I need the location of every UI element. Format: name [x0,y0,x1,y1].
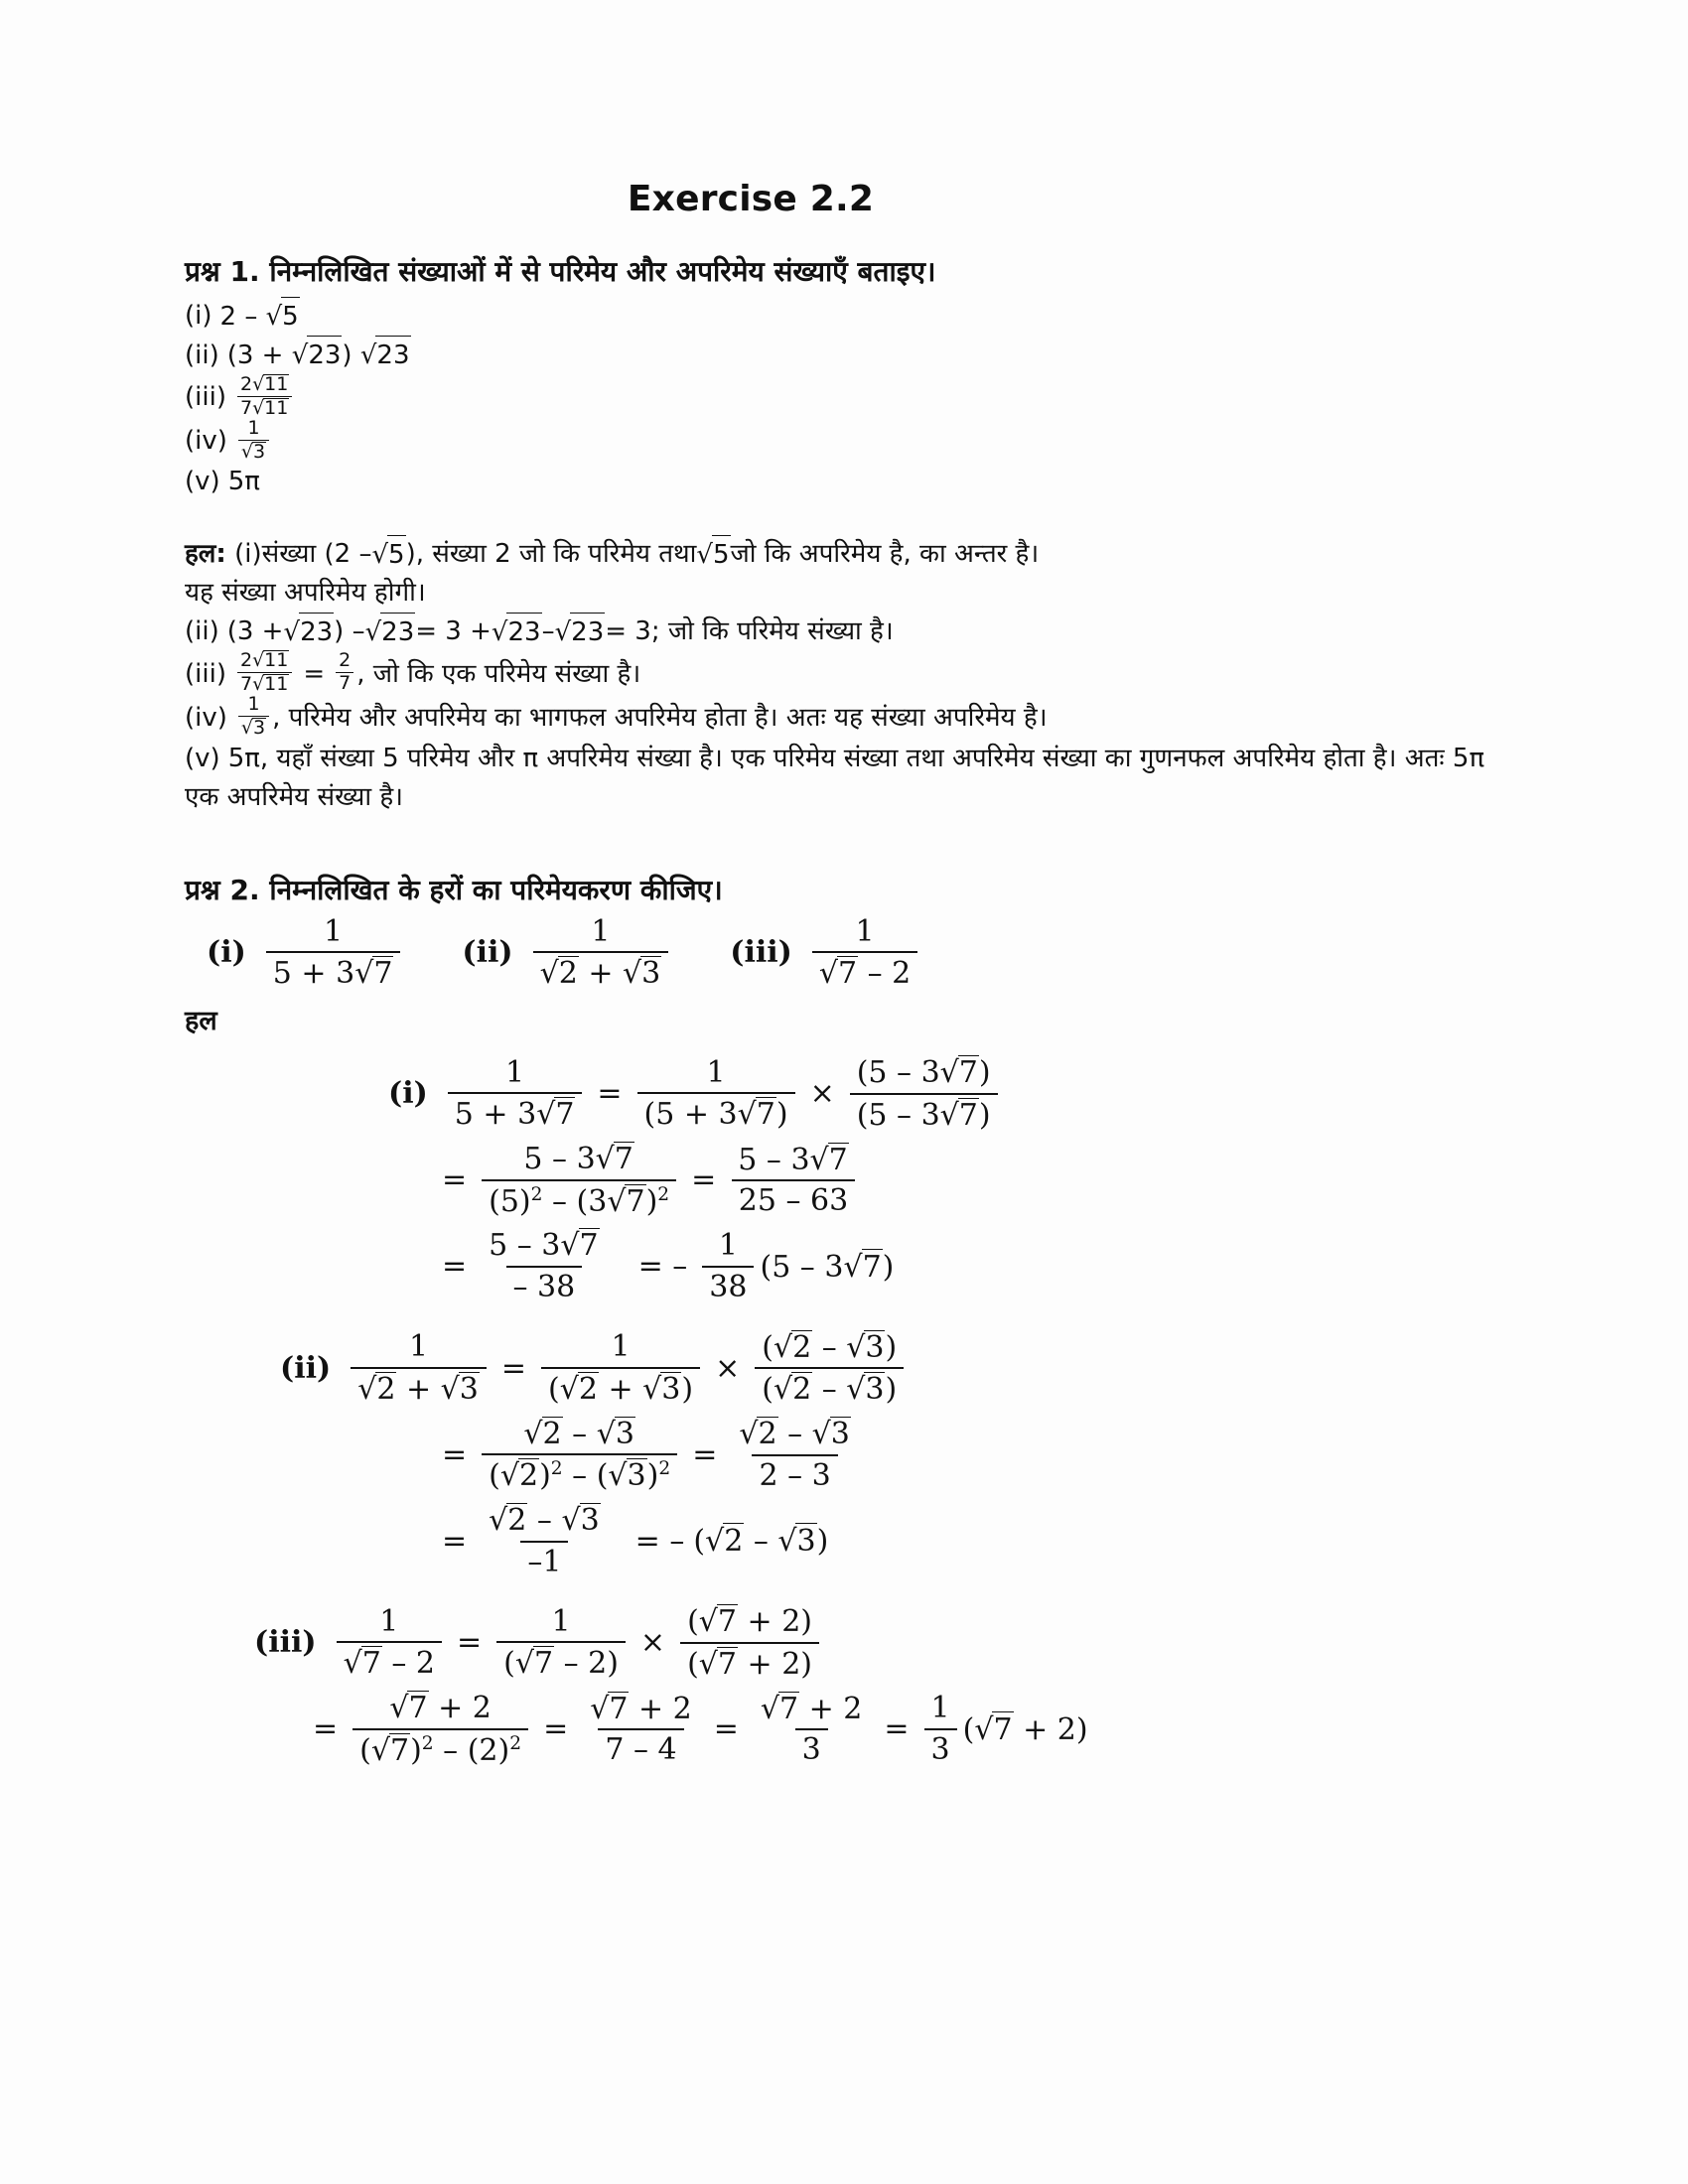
solution-label: हल: [185,539,226,570]
q1-solution-iv-frac: $\frac{1}{√3}$ [238,695,269,739]
q2-solution-ii-marker: (ii) [280,1350,332,1386]
q1-solution-ii-marker: (ii) [185,616,219,647]
q2-solution-i-marker: (i) [388,1076,428,1112]
q2-sol-iii-tail: (√7 + 2) [962,1711,1088,1747]
q1-solution-iv-marker: (iv) [185,702,227,733]
q2-sol-iii-m2: $\frac{(√7 + 2)}{(√7 + 2)}$ [680,1604,819,1681]
q1-item-iii-marker: (iii) [185,381,226,412]
q1-solution-iii-frac-left: $\frac{2√11}{7√11}$ [237,650,292,695]
q1-item-v-expr: 5π [227,467,260,497]
q2-sol-i-f1: $\frac{5 - 3√7}{(5)^2 - (3√7)^2}$ [482,1142,676,1218]
q2-sol-ii-lhs: $\frac{1}{√2 + √3}$ [351,1330,487,1406]
q2-solution-ii-line-3: = $\frac{√2 - √3}{-1}$ = – (√2 – √3) [442,1502,829,1579]
q2-solution-iii-line-2: = $\frac{√7 + 2}{(√7)^2 - (2)^2}$ = $\frac{√7 + 2}{7 - 4}$ = $\frac{√7 + 2}{3}$ = $\frac{1}{3}$ (√7 + 2) [313,1691,1088,1768]
question-2-heading: प्रश्न 2. निम्नलिखित के हरों का परिमेयकरण कीजिए। [185,874,723,907]
q2-solution-iii-line-1: (iii) $\frac{1}{√7 - 2}$ = $\frac{1}{(√7 - 2)}$ × $\frac{(√7 + 2)}{(√7 + 2)}$ [254,1604,1505,1681]
q1-item-iii [185,372,1505,420]
q1-item-ii-expr: (3 + √23) √23 [227,336,411,374]
q1-item-ii-marker: (ii) [185,340,219,370]
q2-sol-iii-m1: $\frac{1}{(√7 - 2)}$ [496,1605,626,1681]
q2-sol-ii-m1: $\frac{1}{(√2 + √3)}$ [541,1330,700,1406]
q2-sol-iii-coef: $\frac{1}{3}$ [924,1692,957,1766]
q1-item-iv-marker: (iv) [185,426,227,457]
q2-item-i-fraction: $\frac{1}{5 + 3√7}$ [266,915,401,991]
q2-solution-ii-line-1: (ii) $\frac{1}{√2 + √3}$ = $\frac{1}{(√2 + √3)}$ × $\frac{(√2 - √3)}{(√2 - √3)}$ [280,1330,1505,1407]
q2-sol-i-coef: $\frac{1}{38}$ [702,1229,754,1303]
q2-solution-label: हल [185,1006,217,1037]
q2-sol-ii-f3: $\frac{√2 - √3}{-1}$ [489,1502,600,1579]
q1-item-iv-fraction: $\frac{1}{√3}$ [238,419,269,463]
q2-sol-iii-f2: $\frac{√7 + 2}{7 - 4}$ [590,1691,692,1768]
q2-sol-iii-lhs: $\frac{1}{√7 - 2}$ [337,1605,442,1681]
q2-item-iii-fraction: $\frac{1}{√7 - 2}$ [812,915,917,991]
q1-solution-line-i-cont: यह संख्या अपरिमेय होगी। [185,578,426,609]
q2-sol-ii-f1: $\frac{√2 - √3}{(√2)^2 - (√3)^2}$ [482,1417,677,1493]
q1-solution-iii-frac-right: $\frac{2}{7}$ [336,651,353,694]
q1-solution-line-ii: (ii) (3 + √23 ) – √23 = 3 + √23 – √23 = 3; जो कि परिमेय संख्या है। [185,613,1505,651]
q2-item-i [207,915,406,991]
q2-solution-i-line-3: = $\frac{5 - 3√7}{- 38}$ = – $\frac{1}{38}$ (5 – 3√7) [442,1227,895,1304]
q2-items-row [207,915,1505,991]
q2-sol-i-f2: $\frac{5 - 3√7}{25 - 63}$ [731,1143,855,1218]
page-title: Exercise 2.2 [627,179,875,219]
q1-item-v-marker: (v) [185,467,220,497]
q2-item-ii-fraction: $\frac{1}{√2 + √3}$ [533,915,669,991]
q2-sol-i-f3: $\frac{5 - 3√7}{- 38}$ [489,1228,599,1304]
q2-sol-ii-f2: $\frac{√2 - √3}{2 - 3}$ [739,1417,850,1493]
q1-solution-line-v: (v) 5π, यहाँ संख्या 5 परिमेय और π अपरिमेय संख्या है। एक परिमेय संख्या तथा अपरिमेय संख्या का गुणनफल अपरिमेय होता है। अतः 5π एक अपरिमेय संख्या है। [185,740,1505,816]
q2-sol-ii-tail: (√2 – √3) [693,1524,829,1560]
q1-solution-i-marker: (i) [234,539,262,570]
q2-sol-iii-f3: $\frac{√7 + 2}{3}$ [760,1691,863,1768]
q2-sol-ii-m2: $\frac{(√2 - √3)}{(√2 - √3)}$ [755,1330,904,1407]
q2-item-ii [462,915,674,991]
q1-solution-iii-marker: (iii) [185,658,226,689]
q1-solution-line-iii: (iii) $\frac{2√11}{7√11}$ = $\frac{2}{7}$ , जो कि एक परिमेय संख्या है। [185,649,641,696]
q2-solution-i-line-1: (i) $\frac{1}{5 + 3√7}$ = $\frac{1}{(5 + 3√7)}$ × $\frac{(5 - 3√7)}{(5 - 3√7)}$ [388,1055,1505,1132]
q2-item-iii [730,915,923,991]
question-1-heading: प्रश्न 1. निम्नलिखित संख्याओं में से परिमेय और अपरिमेय संख्याएँ बताइए। [185,255,936,288]
document-content [185,179,1505,1768]
q1-solution-line-iv: (iv) $\frac{1}{√3}$ , परिमेय और अपरिमेय का भागफल अपरिमेय होता है। अतः यह संख्या अपरिमेय है। [185,693,1048,740]
q2-sol-iii-f1: $\frac{√7 + 2}{(√7)^2 - (2)^2}$ [352,1691,528,1767]
q1-item-iv [185,416,1505,464]
q1-item-v [185,463,1505,500]
q1-item-i [185,297,1505,336]
q2-item-i-marker: (i) [207,935,246,971]
q2-item-ii-marker: (ii) [462,935,513,971]
q1-item-i-marker: (i) [185,301,212,332]
q1-solution-v-marker: (v) [185,744,220,774]
q1-item-iii-fraction: $\frac{2√11}{7√11}$ [237,374,292,419]
q2-sol-i-tail: (5 – 3√7) [760,1249,895,1285]
q1-item-i-expr: 2 – √5 [220,297,300,336]
q2-sol-i-lhs: $\frac{1}{5 + 3√7}$ [448,1056,583,1132]
q2-item-iii-marker: (iii) [730,935,792,971]
q2-sol-i-m1: $\frac{1}{(5 + 3√7)}$ [637,1056,795,1132]
q1-solution-line-i: हल: (i) संख्या (2 – √5 ), संख्या 2 जो कि परिमेय तथा √5 जो कि अपरिमेय है, का अन्तर है। [185,535,1505,574]
q2-solution-ii-line-2: = $\frac{√2 - √3}{(√2)^2 - (√3)^2}$ = $\frac{√2 - √3}{2 - 3}$ [433,1417,1505,1493]
q2-sol-i-m2: $\frac{(5 - 3√7)}{(5 - 3√7)}$ [850,1055,998,1132]
q2-solution-i-line-2: = $\frac{5 - 3√7}{(5)^2 - (3√7)^2}$ = $\frac{5 - 3√7}{25 - 63}$ [433,1142,1505,1218]
q1-item-ii [185,336,1505,374]
q2-solution-iii-marker: (iii) [254,1625,317,1661]
